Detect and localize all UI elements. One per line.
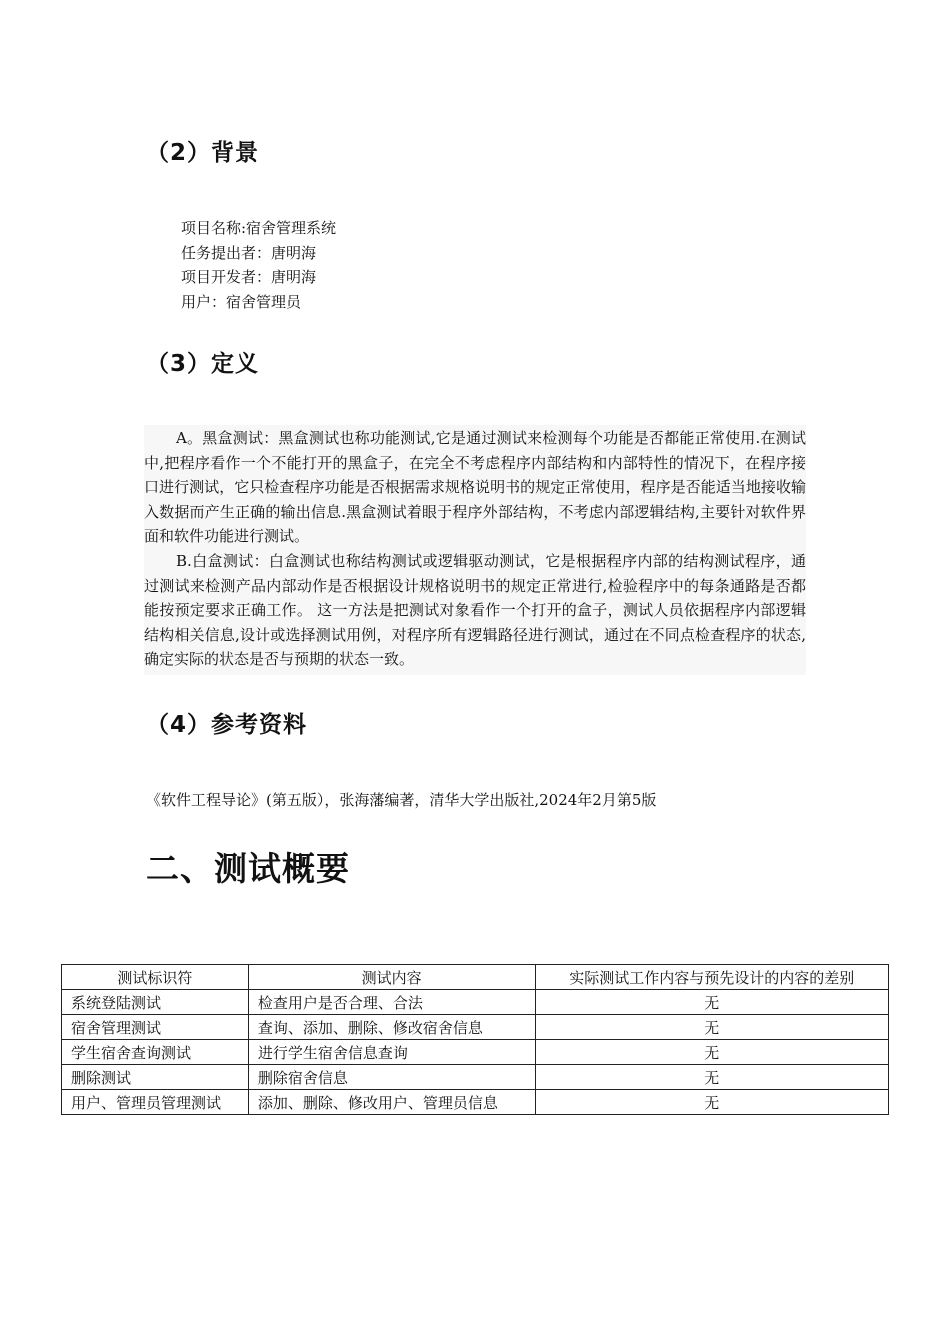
cell-difference: 无 <box>535 990 888 1015</box>
cell-difference: 无 <box>535 1040 888 1065</box>
cell-test-id: 用户、管理员管理测试 <box>62 1090 249 1115</box>
cell-difference: 无 <box>535 1065 888 1090</box>
developer-line: 项目开发者：唐明海 <box>181 268 317 286</box>
header-test-content: 测试内容 <box>248 965 535 990</box>
table-row <box>62 1040 889 1065</box>
header-difference: 实际测试工作内容与预先设计的内容的差别 <box>535 965 888 990</box>
heading-background: （2）背景 <box>146 140 260 166</box>
heading-references: （4）参考资料 <box>146 712 308 738</box>
heading-definitions: （3）定义 <box>146 351 260 377</box>
cell-test-content: 进行学生宿舍信息查询 <box>248 1040 535 1065</box>
project-name-line: 项目名称:宿舍管理系统 <box>181 219 337 237</box>
cell-test-content: 添加、删除、修改用户、管理员信息 <box>248 1090 535 1115</box>
test-summary-table <box>61 964 889 1115</box>
cell-difference: 无 <box>535 1090 888 1115</box>
definitions-block <box>144 425 806 675</box>
cell-test-id: 学生宿舍查询测试 <box>62 1040 249 1065</box>
white-box-definition: B.白盒测试：白盒测试也称结构测试或逻辑驱动测试，它是根据程序内部的结构测试程序，通过测试来检测产品内部动作是否根据设计规格说明书的规定正常进行,检验程序中的每条通路是否都能按预定要求正确工作。 这一方法是把测试对象看作一个打开的盒子，测试人员依据程序内部逻辑结构相关信息,设计或选择测试用例，对程序所有逻辑路径进行测试，通过在不同点检查程序的状态,确定实际的状态是否与预期的状态一致。 <box>144 551 806 669</box>
table-row <box>62 990 889 1015</box>
reference-entry: 《软件工程导论》(第五版），张海藩编著，清华大学出版社,2024年2月第5版 <box>146 791 657 809</box>
header-test-id: 测试标识符 <box>62 965 249 990</box>
cell-test-id: 删除测试 <box>62 1065 249 1090</box>
table-row <box>62 1065 889 1090</box>
cell-test-id: 宿舍管理测试 <box>62 1015 249 1040</box>
heading-test-overview: 二、测试概要 <box>146 849 350 888</box>
cell-test-id: 系统登陆测试 <box>62 990 249 1015</box>
user-line: 用户：宿舍管理员 <box>181 292 302 311</box>
table-row <box>62 1015 889 1040</box>
table-header-row <box>62 965 889 990</box>
task-proposer-line: 任务提出者：唐明海 <box>181 243 317 262</box>
cell-test-content: 检查用户是否合理、合法 <box>248 990 535 1015</box>
project-info <box>181 216 336 314</box>
cell-difference: 无 <box>535 1015 888 1040</box>
cell-test-content: 删除宿舍信息 <box>248 1065 535 1090</box>
black-box-definition: A。黑盒测试：黑盒测试也称功能测试,它是通过测试来检测每个功能是否都能正常使用.在测试中,把程序看作一个不能打开的黑盒子，在完全不考虑程序内部结构和内部特性的情况下，在程序接口进行测试，它只检查程序功能是否根据需求规格说明书的规定正常使用，程序是否能适当地接收输入数据而产生正确的输出信息.黑盒测试着眼于程序外部结构，不考虑内部逻辑结构,主要针对软件界面和软件功能进行测试。 <box>144 429 806 546</box>
cell-test-content: 查询、添加、删除、修改宿舍信息 <box>248 1015 535 1040</box>
table-row <box>62 1090 889 1115</box>
